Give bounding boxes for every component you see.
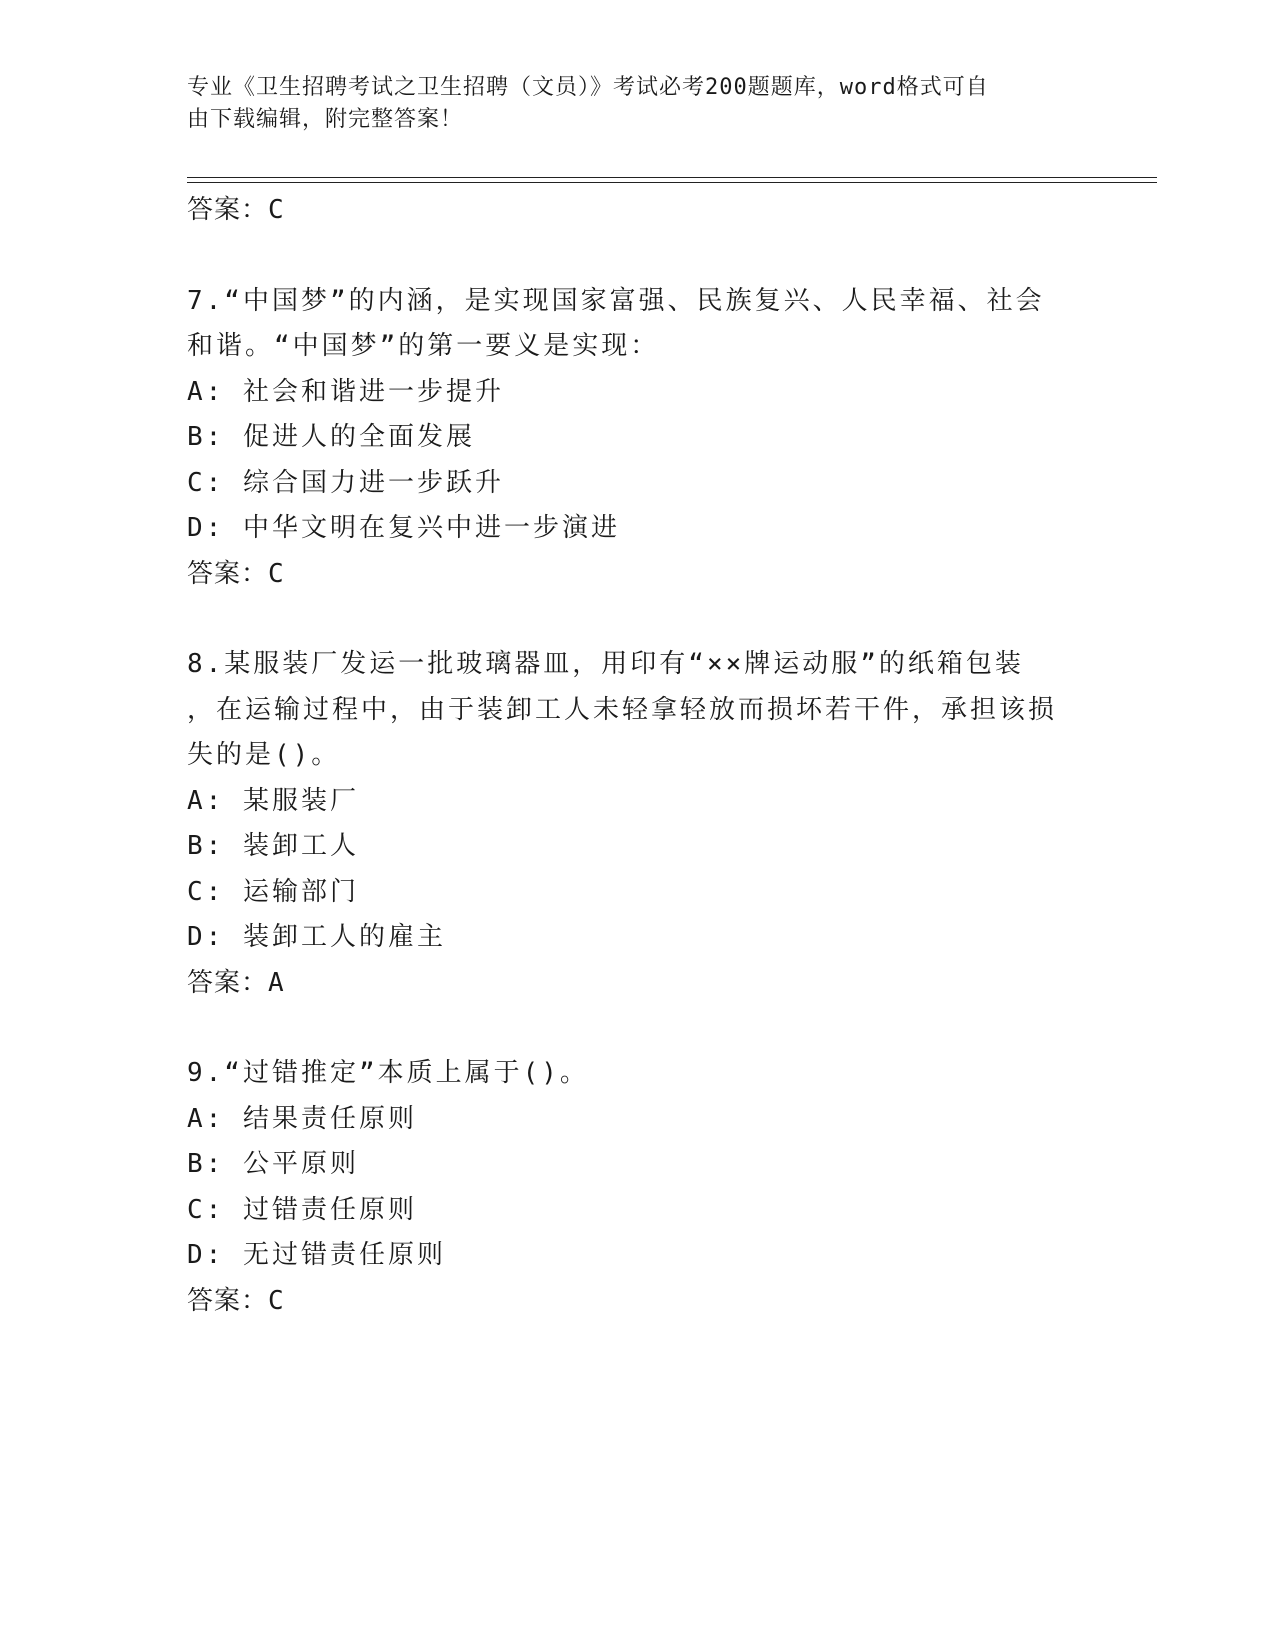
option-b: B: 装卸工人: [187, 831, 359, 861]
option-b: B: 公平原则: [187, 1149, 359, 1179]
document-body: [187, 188, 1067, 1324]
spacer: [187, 597, 1067, 642]
question-text: 8.某服装厂发运一批玻璃器皿，用印有“××牌运动服”的纸箱包装: [187, 649, 1024, 679]
question-text: ，在运输过程中，由于装卸工人未轻拿轻放而损坏若干件，承担该损: [187, 694, 1058, 725]
option-a: A: 社会和谐进一步提升: [187, 376, 504, 407]
previous-answer: 答案：C: [187, 195, 285, 225]
option-b: B: 促进人的全面发展: [187, 422, 475, 452]
question-7: [187, 279, 1067, 598]
option-a: A: 某服装厂: [187, 785, 359, 816]
question-text: 失的是()。: [187, 740, 341, 770]
header-divider-top: [187, 177, 1157, 178]
question-text: 和谐。“中国梦”的第一要义是实现：: [187, 331, 660, 361]
header-line-2: 由下载编辑，附完整答案！: [187, 107, 464, 132]
option-a: A: 结果责任原则: [187, 1103, 417, 1134]
spacer: [187, 1006, 1067, 1051]
answer: 答案：A: [187, 967, 285, 998]
option-c: C: 运输部门: [187, 876, 359, 907]
spacer: [187, 234, 1067, 279]
document-header: [187, 72, 1067, 136]
header-divider-bottom: [187, 182, 1157, 183]
question-8: [187, 642, 1067, 1006]
option-c: C: 过错责任原则: [187, 1194, 417, 1225]
answer: 答案：C: [187, 1285, 285, 1316]
header-line-1: 专业《卫生招聘考试之卫生招聘（文员）》考试必考200题题库，word格式可自: [187, 75, 989, 100]
answer: 答案：C: [187, 558, 285, 589]
option-d: D: 无过错责任原则: [187, 1240, 446, 1270]
question-9: [187, 1051, 1067, 1324]
option-c: C: 综合国力进一步跃升: [187, 467, 504, 498]
question-text: 7.“中国梦”的内涵，是实现国家富强、民族复兴、人民幸福、社会: [187, 285, 1045, 316]
option-d: D: 中华文明在复兴中进一步演进: [187, 513, 620, 543]
option-d: D: 装卸工人的雇主: [187, 922, 446, 952]
question-text: 9.“过错推定”本质上属于()。: [187, 1058, 589, 1088]
